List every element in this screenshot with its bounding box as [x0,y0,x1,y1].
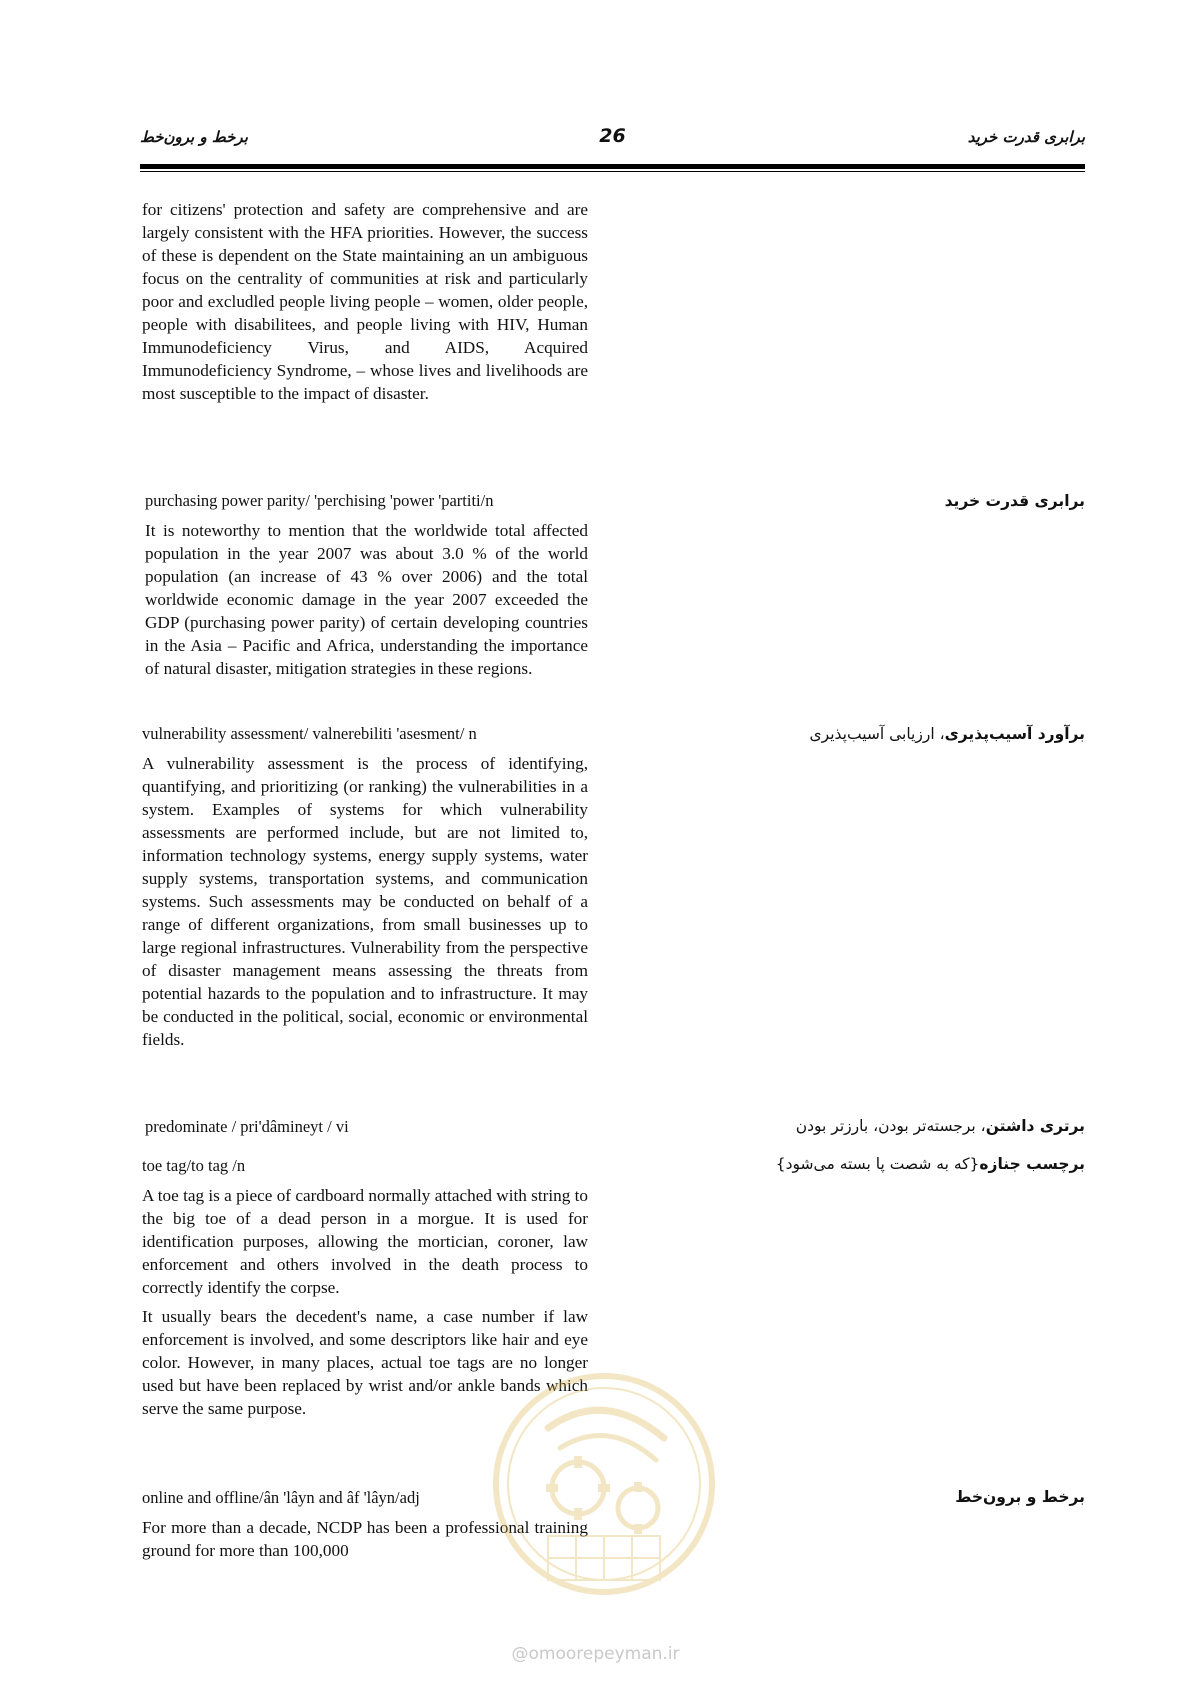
entry-predominate [142,1116,588,1138]
watermark-site-text: @omoorepeyman.ir [511,1644,680,1664]
entry-paragraph: It usually bears the decedent's name, a case number if law enforcement is involved, and some descriptors like hair and eye color. However, in many places, actual toe tags are no longer used but have been replaced by wrist and/or ankle bands which serve the same purpose. [142,1307,588,1418]
page-number: 26 [599,125,626,147]
entry-term: vulnerability assessment/ valnerebiliti 'asesment/ n [142,724,477,743]
entry-paragraph: for citizens' protection and safety are comprehensive and are largely consistent with the HFA priorities. However, the success of these is dependent on the State maintaining an un ambiguous focus on the centrality of communities at risk and particularly poor and excludled people living people – women, older people, people with disabilitees, and people living with HIV, Human Immunodeficiency Virus, and AIDS, Acquired Immunodeficiency Syndrome, – whose lives and livelihoods are most susceptible to the impact of disaster. [142,200,588,403]
persian-term-toe-tag [776,1155,1085,1173]
persian-term-online [955,1488,1085,1506]
header-rule-thick [140,164,1085,169]
header-left-title: برخط و برون‌خط [140,128,248,146]
entry-paragraph: For more than a decade, NCDP has been a professional training ground for more than 100,000 [142,1518,588,1560]
persian-term-ppp [945,492,1085,510]
persian-term-bold: برآورد آسیب‌پذیری [944,725,1085,743]
persian-term-bold: برخط و برون‌خط [955,1488,1085,1506]
entry-online [142,1487,588,1562]
persian-term-bold: برابری قدرت خرید [944,492,1085,510]
entry-vulnerability [142,723,588,1051]
entry-paragraph: A vulnerability assessment is the process of identifying, quantifying, and prioritizing (or ranking) the vulnerabilities in a system. Examples of systems for which vulnerability assessments are performed include, but are not limited to, information technology systems, energy supply systems, water supply systems, transportation systems, and communication systems. Such assessments may be conducted on behalf of a range of different organizations, from small businesses up to large regional infrastructures. Vulnerability from the perspective of disaster management means assessing the threats from potential hazards to the population and to infrastructure. It may be conducted in the political, social, economic or environmental fields. [142,754,588,1049]
entry-paragraph: A toe tag is a piece of cardboard normally attached with string to the big toe of a dead person in a morgue. It is used for identification purposes, allowing the mortician, coroner, law enforcement and others involved in the death process to correctly identify the corpse. [142,1186,588,1297]
entry-toe-tag [142,1155,588,1420]
entry-term: online and offline/ân 'lâyn and âf 'lâyn/adj [142,1488,420,1507]
entry-continuation [142,198,588,405]
persian-term-bold: برتری داشتن [985,1117,1085,1135]
entry-term: predominate / pri'dâmineyt / vi [145,1117,349,1136]
header-rule-thin [140,171,1085,172]
entry-ppp [142,490,588,680]
persian-term-rest: ، ارزیابی آسیب‌پذیری [809,725,945,743]
persian-term-predominate [796,1117,1085,1135]
entry-term: toe tag/to tag /n [142,1156,246,1175]
entry-term: purchasing power parity/ 'perchising 'power 'partiti/n [145,491,494,510]
header-right-title: برابری قدرت خرید [967,128,1085,146]
persian-term-rest: ، برجسته‌تر بودن، بارزتر بودن [795,1117,986,1135]
entry-paragraph: It is noteworthy to mention that the worldwide total affected population in the year 2007 was about 3.0 % of the world population (an increase of 43 % over 2006) and the total worldwide economic damage in the year 2007 exceeded the GDP (purchasing power parity) of certain developing countries in the Asia – Pacific and Africa, understanding the importance of natural disaster, mitigation strategies in these regions. [145,521,588,678]
persian-term-vulnerability [810,725,1085,743]
persian-term-rest: {که به شصت پا بسته می‌شود} [775,1155,980,1173]
page-header [140,125,1085,162]
persian-term-bold: برچسب جنازه [979,1155,1085,1173]
